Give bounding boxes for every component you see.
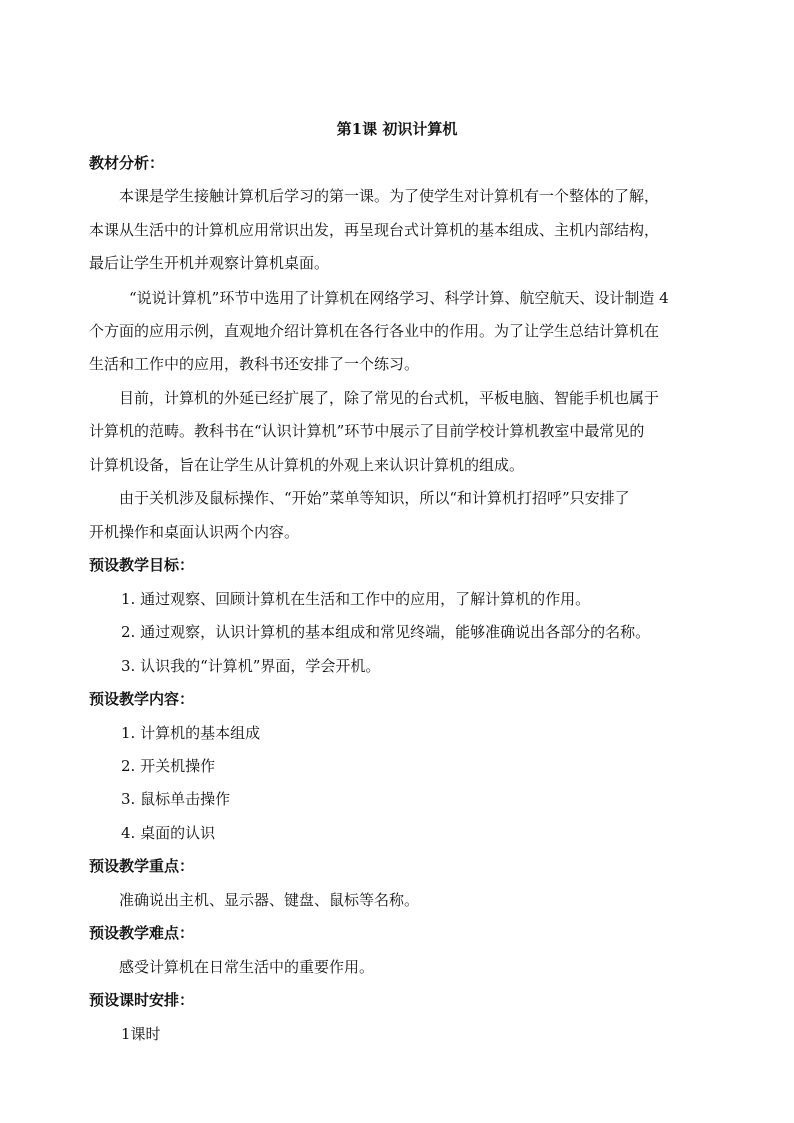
paragraph-line: 最后让学生开机并观察计算机桌面。 bbox=[89, 254, 330, 272]
paragraph-line: 计算机的范畴。教科书在“认识计算机”环节中展示了目前学校计算机教室中最常见的 bbox=[89, 422, 645, 440]
paragraph-line: 准确说出主机、显示器、键盘、鼠标等名称。 bbox=[119, 891, 420, 909]
section-heading-difficulties: 预设教学难点： bbox=[89, 924, 195, 942]
paragraph-line: 1课时 bbox=[121, 1025, 161, 1043]
section-heading-goals: 预设教学目标： bbox=[89, 556, 195, 574]
paragraph-line: 个方面的应用示例，直观地介绍计算机在各行各业中的作用。为了让学生总结计算机在 bbox=[89, 322, 660, 340]
list-item: 2. 开关机操作 bbox=[121, 757, 216, 775]
list-item: 1. 通过观察、回顾计算机在生活和工作中的应用，了解计算机的作用。 bbox=[121, 590, 591, 608]
list-item: 4. 桌面的认识 bbox=[121, 824, 216, 842]
list-item: 3. 认识我的“计算机”界面，学会开机。 bbox=[121, 657, 381, 675]
section-heading-schedule: 预设课时安排： bbox=[89, 991, 195, 1009]
paragraph-line: 计算机设备，旨在让学生从计算机的外观上来认识计算机的组成。 bbox=[89, 456, 525, 474]
paragraph-line: 生活和工作中的应用，教科书还安排了一个练习。 bbox=[89, 355, 420, 373]
paragraph-line: 开机操作和桌面认识两个内容。 bbox=[89, 523, 300, 541]
paragraph-line: 目前，计算机的外延已经扩展了，除了常见的台式机，平板电脑、智能手机也属于 bbox=[119, 389, 660, 407]
paragraph-line: 本课从生活中的计算机应用常识出发，再呈现台式计算机的基本组成、主机内部结构， bbox=[89, 221, 660, 239]
paragraph-line: 本课是学生接触计算机后学习的第一课。为了使学生对计算机有一个整体的了解， bbox=[119, 187, 660, 205]
page-title: 第1课 初识计算机 bbox=[336, 120, 458, 138]
list-item: 3. 鼠标单击操作 bbox=[121, 790, 231, 808]
list-item: 1. 计算机的基本组成 bbox=[121, 724, 261, 742]
section-heading-analysis: 教材分析： bbox=[89, 154, 165, 172]
paragraph-line: “说说计算机”环节中选用了计算机在网络学习、科学计算、航空航天、设计制造 4 bbox=[129, 289, 669, 307]
paragraph-line: 由于关机涉及鼠标操作、“开始”菜单等知识，所以“和计算机打招呼”只安排了 bbox=[119, 489, 630, 507]
paragraph-line: 感受计算机在日常生活中的重要作用。 bbox=[119, 958, 375, 976]
section-heading-content: 预设教学内容： bbox=[89, 690, 195, 708]
section-heading-key-points: 预设教学重点： bbox=[89, 857, 195, 875]
list-item: 2. 通过观察，认识计算机的基本组成和常见终端，能够准确说出各部分的名称。 bbox=[121, 623, 651, 641]
